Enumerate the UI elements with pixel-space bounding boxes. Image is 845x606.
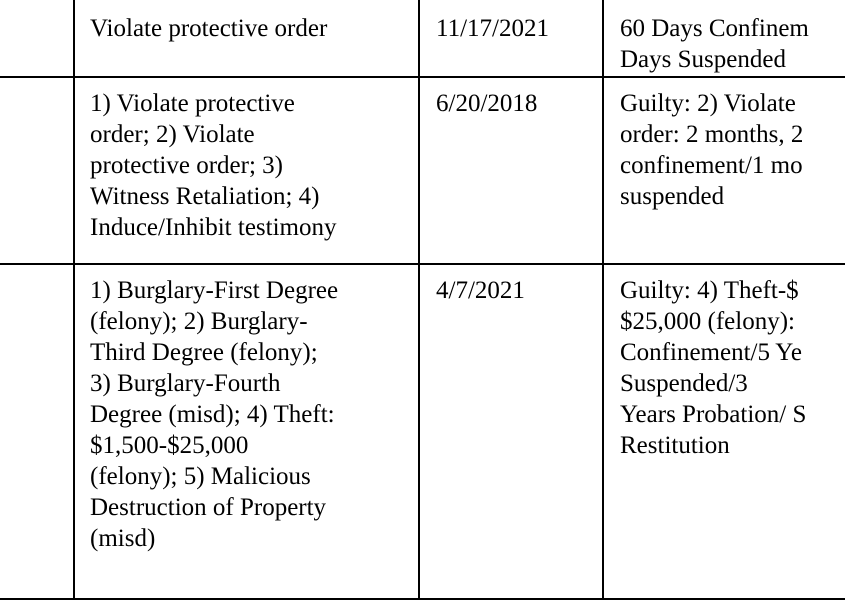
disposition-line: Restitution	[620, 432, 730, 459]
disposition-line: Days Suspended	[620, 46, 786, 73]
disposition-line: Confinement/5 Ye	[620, 339, 802, 366]
offense-line: Violate protective order	[90, 15, 328, 42]
offense-cell-row-2	[90, 88, 416, 243]
disposition-line: 60 Days Confinem	[620, 15, 809, 42]
offense-line: order; 2) Violate	[90, 121, 255, 148]
disposition-cell-row-2	[620, 88, 845, 212]
date-text: 6/20/2018	[436, 90, 538, 117]
date-cell-row-2	[436, 88, 600, 119]
row-divider-1	[0, 263, 845, 265]
column-divider-0	[73, 0, 75, 600]
offense-cell-row-1	[90, 13, 416, 44]
disposition-line: $25,000 (felony):	[620, 308, 795, 335]
offense-line: (misd)	[90, 525, 156, 552]
column-divider-1	[418, 0, 420, 600]
disposition-line: Guilty: 4) Theft-$	[620, 277, 799, 304]
offense-cell-row-3	[90, 275, 416, 554]
offense-line: (felony); 5) Malicious	[90, 463, 311, 490]
offense-line: Destruction of Property	[90, 494, 327, 521]
offense-line: 1) Violate protective	[90, 90, 295, 117]
disposition-line: Guilty: 2) Violate	[620, 90, 796, 117]
disposition-line: confinement/1 mo	[620, 152, 803, 179]
offense-line: 1) Burglary-First Degree	[90, 277, 339, 304]
offense-line: $1,500-$25,000	[90, 432, 249, 459]
column-divider-2	[602, 0, 604, 600]
disposition-line: order: 2 months, 2	[620, 121, 804, 148]
offense-line: protective order; 3)	[90, 152, 283, 179]
offense-line: (felony); 2) Burglary-	[90, 308, 308, 335]
row-divider-2	[0, 598, 845, 600]
disposition-line: Years Probation/ S	[620, 401, 807, 428]
disposition-cell-row-1	[620, 13, 845, 75]
offense-line: Degree (misd); 4) Theft:	[90, 401, 335, 428]
disposition-line: Suspended/3	[620, 370, 748, 397]
row-divider-0	[0, 76, 845, 78]
date-cell-row-3	[436, 275, 600, 306]
offense-line: Induce/Inhibit testimony	[90, 214, 337, 241]
disposition-line: suspended	[620, 183, 725, 210]
offense-line: Third Degree (felony);	[90, 339, 318, 366]
date-cell-row-1	[436, 13, 600, 44]
disposition-cell-row-3	[620, 275, 845, 461]
date-text: 4/7/2021	[436, 277, 525, 304]
offense-line: Witness Retaliation; 4)	[90, 183, 320, 210]
date-text: 11/17/2021	[436, 15, 549, 42]
offense-line: 3) Burglary-Fourth	[90, 370, 281, 397]
